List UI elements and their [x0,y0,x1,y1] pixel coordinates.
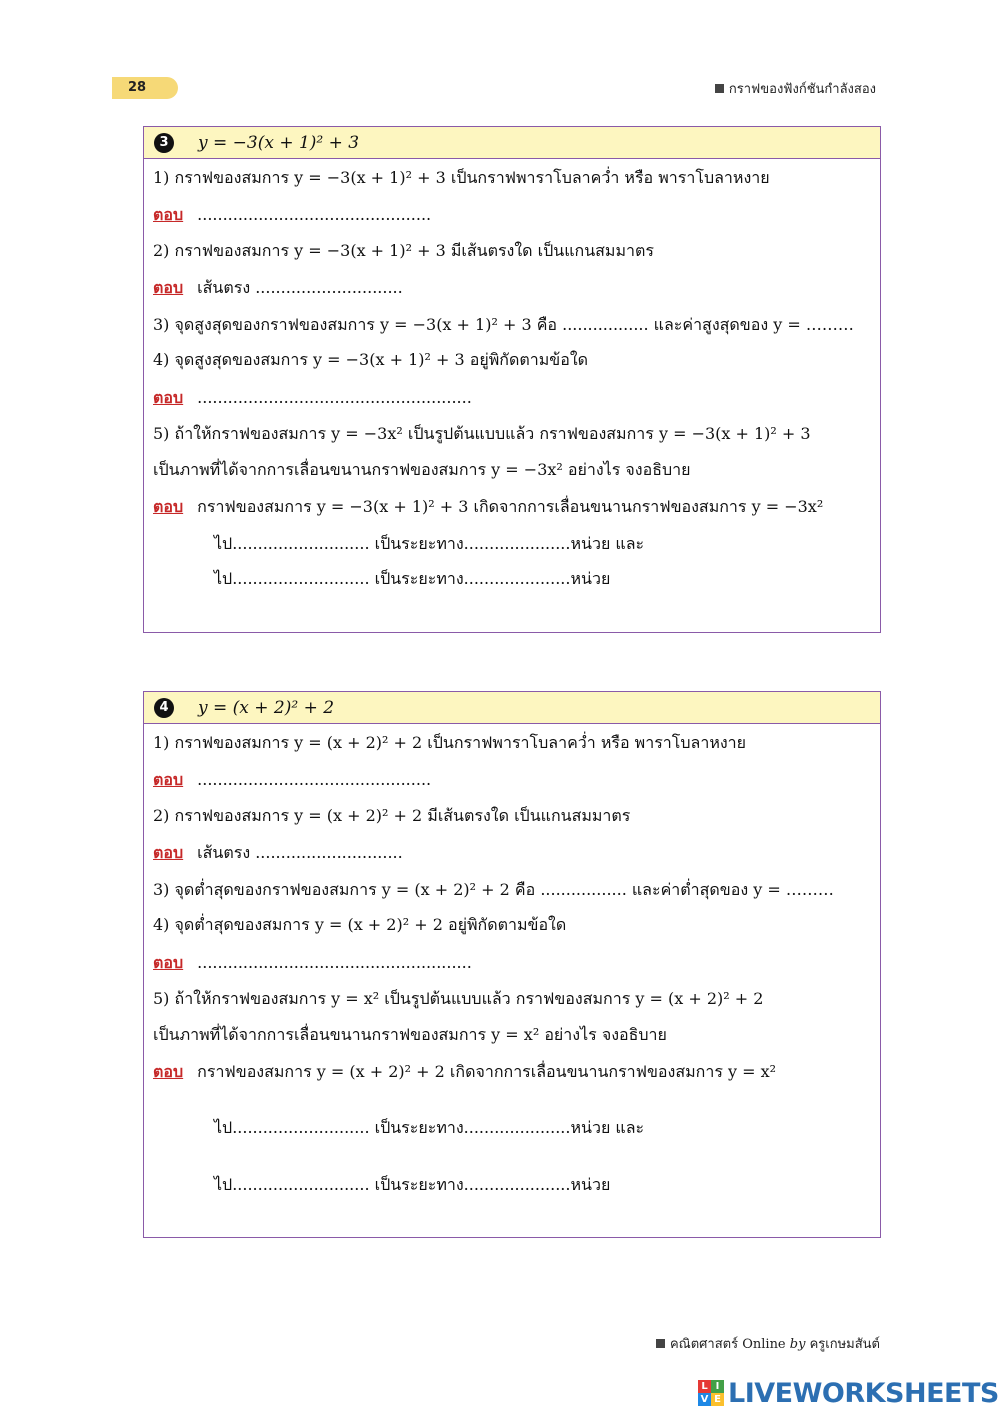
liveworksheets-logo [698,1376,999,1410]
question-5-line-1: 5) ถ้าให้กราฟของสมการ y = −3x² เป็นรูปต้นแบบแล้ว กราฟของสมการ y = −3(x + 1)² + 3 [153,424,811,443]
answer-5 [153,1061,872,1083]
exercise-header [144,692,880,724]
answer-label: ตอบ [153,1062,184,1081]
question-1: 1) กราฟของสมการ y = −3(x + 1)² + 3 เป็นกราฟพาราโบลาคว่ำ หรือ พาราโบลาหงาย [153,168,770,187]
exercise-box-4 [143,691,881,1238]
exercise-equation: y = (x + 2)² + 2 [198,697,335,718]
question-5-line-1: 5) ถ้าให้กราฟของสมการ y = x² เป็นรูปต้นแบบแล้ว กราฟของสมการ y = (x + 2)² + 2 [153,989,764,1008]
answer-5-fill-1[interactable]: ไป........................... เป็นระยะทาง.....................หน่วย และ [214,534,645,553]
square-bullet-icon [656,1339,665,1348]
answer-1 [153,204,872,226]
question-3[interactable]: 3) จุดสูงสุดของกราฟของสมการ y = −3(x + 1)² + 3 คือ ................. และค่าสูงสุดของ y = ……… [153,315,854,334]
answer-5-text: กราฟของสมการ y = (x + 2)² + 2 เกิดจากการเลื่อนขนานกราฟของสมการ y = x² [197,1062,777,1081]
chapter-title [715,78,876,99]
footer-online: Online [742,1337,786,1352]
answer-label: ตอบ [153,278,184,297]
question-4: 4) จุดสูงสุดของสมการ y = −3(x + 1)² + 3 อยู่พิกัดตามข้อใด [153,350,589,369]
question-3[interactable]: 3) จุดต่ำสุดของกราฟของสมการ y = (x + 2)² + 2 คือ ................. และค่าต่ำสุดของ y = ……… [153,880,834,899]
answer-label: ตอบ [153,770,184,789]
answer-blank[interactable]: เส้นตรง ............................. [197,278,403,297]
answer-2 [153,842,872,864]
answer-5-fill-2[interactable]: ไป........................... เป็นระยะทาง.....................หน่วย [214,1175,611,1194]
answer-label: ตอบ [153,205,184,224]
answer-label: ตอบ [153,388,184,407]
answer-blank[interactable]: เส้นตรง ............................. [197,843,403,862]
live-icon-letter: L [698,1380,711,1393]
answer-4 [153,952,872,974]
answer-4 [153,387,872,409]
footer-author: ครูเกษมสันต์ [809,1337,880,1352]
live-icon-letter: E [711,1393,724,1406]
question-5-line-2: เป็นภาพที่ได้จากการเลื่อนขนานกราฟของสมการ y = x² อย่างไร จงอธิบาย [153,1025,667,1044]
question-5-line-2: เป็นภาพที่ได้จากการเลื่อนขนานกราฟของสมการ y = −3x² อย่างไร จงอธิบาย [153,460,691,479]
live-icon-letter: V [698,1393,711,1406]
question-4: 4) จุดต่ำสุดของสมการ y = (x + 2)² + 2 อยู่พิกัดตามข้อใด [153,915,567,934]
answer-blank[interactable]: .............................................. [197,205,432,224]
square-bullet-icon [715,84,724,93]
answer-label: ตอบ [153,497,184,516]
exercise-box-3 [143,126,881,633]
footer-by: by [789,1337,806,1352]
answer-5-fill-2[interactable]: ไป........................... เป็นระยะทาง.....................หน่วย [214,569,611,588]
answer-blank[interactable]: ...................................................... [197,953,472,972]
answer-label: ตอบ [153,953,184,972]
answer-blank[interactable]: .............................................. [197,770,432,789]
logo-text: LIVEWORKSHEETS [728,1377,999,1409]
question-2: 2) กราฟของสมการ y = (x + 2)² + 2 มีเส้นตรงใด เป็นแกนสมมาตร [153,806,631,825]
exercise-number-badge: 4 [154,698,174,718]
answer-label: ตอบ [153,843,184,862]
exercise-header [144,127,880,159]
question-1: 1) กราฟของสมการ y = (x + 2)² + 2 เป็นกราฟพาราโบลาคว่ำ หรือ พาราโบลาหงาย [153,733,747,752]
answer-blank[interactable]: ...................................................... [197,388,472,407]
answer-5-fill-1[interactable]: ไป........................... เป็นระยะทาง.....................หน่วย และ [214,1118,645,1137]
question-2: 2) กราฟของสมการ y = −3(x + 1)² + 3 มีเส้นตรงใด เป็นแกนสมมาตร [153,241,654,260]
answer-1 [153,769,872,791]
exercise-number-badge: 3 [154,133,174,153]
answer-5-text: กราฟของสมการ y = −3(x + 1)² + 3 เกิดจากการเลื่อนขนานกราฟของสมการ y = −3x² [197,497,824,516]
page-number: 28 [112,77,178,99]
footer-credit [656,1333,880,1354]
chapter-title-text: กราฟของฟังก์ชันกำลังสอง [728,82,876,97]
live-icon [698,1380,724,1406]
footer-subject: คณิตศาสตร์ [669,1337,739,1352]
exercise-equation: y = −3(x + 1)² + 3 [198,132,360,153]
answer-2 [153,277,872,299]
answer-5 [153,496,872,518]
live-icon-letter: I [711,1380,724,1393]
